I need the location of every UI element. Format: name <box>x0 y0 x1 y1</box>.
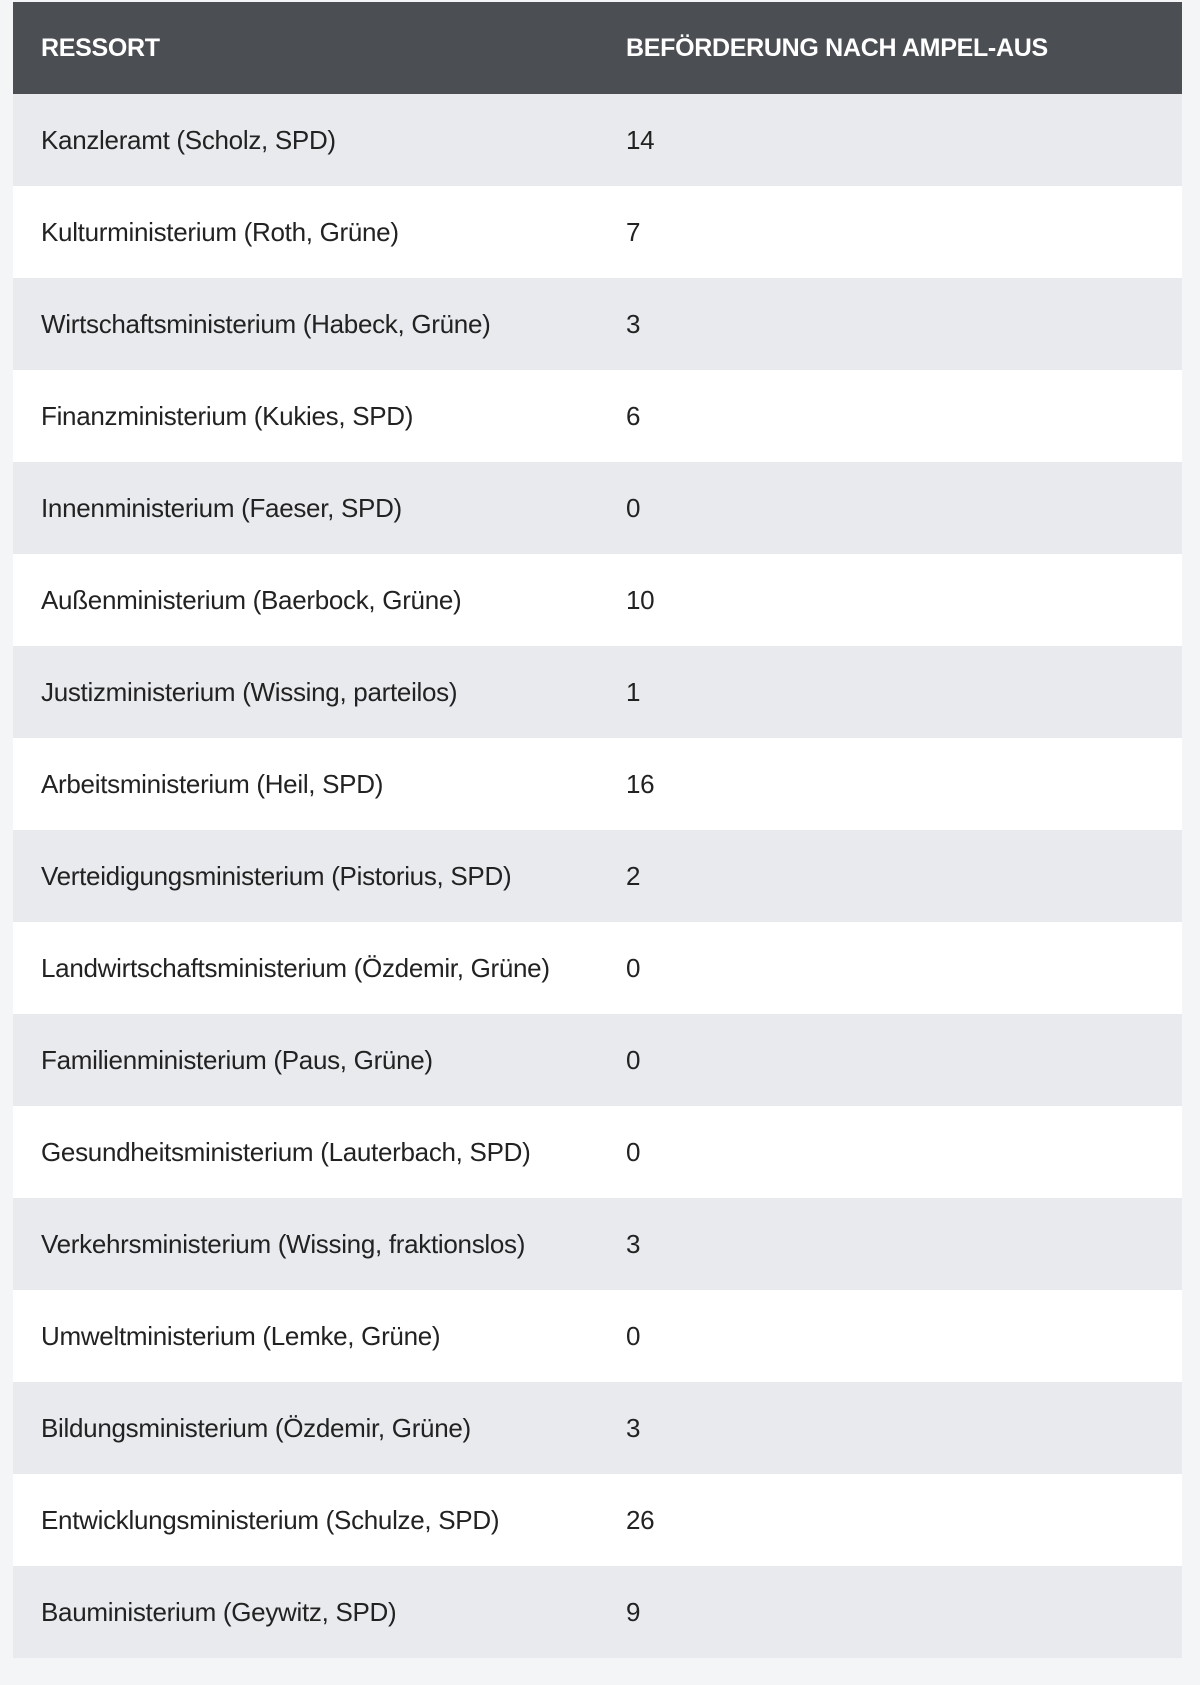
count-cell: 3 <box>626 308 641 339</box>
count-cell: 1 <box>626 676 641 707</box>
promotions-table-container <box>13 2 1182 1658</box>
table-header <box>13 2 1182 94</box>
table-row <box>13 922 1182 1014</box>
ressort-cell: Justizministerium (Wissing, parteilos) <box>41 676 458 707</box>
ressort-cell: Arbeitsministerium (Heil, SPD) <box>41 768 384 799</box>
table-row <box>13 462 1182 554</box>
ressort-cell: Finanzministerium (Kukies, SPD) <box>41 400 414 431</box>
count-cell: 10 <box>626 584 655 615</box>
table-row <box>13 1106 1182 1198</box>
table-row <box>13 1382 1182 1474</box>
ressort-cell: Innenministerium (Faeser, SPD) <box>41 492 402 523</box>
count-cell: 6 <box>626 400 641 431</box>
table-body <box>13 94 1182 1658</box>
count-cell: 2 <box>626 860 641 891</box>
ressort-cell: Bildungsministerium (Özdemir, Grüne) <box>41 1412 471 1443</box>
count-cell: 16 <box>626 768 655 799</box>
count-cell: 0 <box>626 952 641 983</box>
table-row <box>13 1198 1182 1290</box>
table-row <box>13 1290 1182 1382</box>
header-row <box>13 2 1182 94</box>
promotions-table <box>13 2 1182 1658</box>
ressort-cell: Verteidigungsministerium (Pistorius, SPD) <box>41 860 512 891</box>
header-befoerderung: BEFÖRDERUNG NACH AMPEL-AUS <box>626 33 1048 62</box>
ressort-cell: Gesundheitsministerium (Lauterbach, SPD) <box>41 1136 531 1167</box>
table-row <box>13 370 1182 462</box>
table-row <box>13 1566 1182 1658</box>
count-cell: 0 <box>626 1320 641 1351</box>
table-row <box>13 554 1182 646</box>
count-cell: 9 <box>626 1596 641 1627</box>
ressort-cell: Kulturministerium (Roth, Grüne) <box>41 216 399 247</box>
table-row <box>13 1474 1182 1566</box>
table-row <box>13 94 1182 186</box>
table-row <box>13 1014 1182 1106</box>
ressort-cell: Landwirtschaftsministerium (Özdemir, Grüne) <box>41 952 550 983</box>
ressort-cell: Kanzleramt (Scholz, SPD) <box>41 124 336 155</box>
count-cell: 0 <box>626 1136 641 1167</box>
table-row <box>13 646 1182 738</box>
ressort-cell: Verkehrsministerium (Wissing, fraktionslos) <box>41 1228 526 1259</box>
count-cell: 3 <box>626 1228 641 1259</box>
ressort-cell: Entwicklungsministerium (Schulze, SPD) <box>41 1504 500 1535</box>
count-cell: 26 <box>626 1504 655 1535</box>
table-row <box>13 738 1182 830</box>
count-cell: 7 <box>626 216 641 247</box>
ressort-cell: Außenministerium (Baerbock, Grüne) <box>41 584 462 615</box>
table-row <box>13 186 1182 278</box>
table-row <box>13 830 1182 922</box>
ressort-cell: Bauministerium (Geywitz, SPD) <box>41 1596 397 1627</box>
count-cell: 3 <box>626 1412 641 1443</box>
count-cell: 0 <box>626 1044 641 1075</box>
count-cell: 0 <box>626 492 641 523</box>
table-row <box>13 278 1182 370</box>
ressort-cell: Wirtschaftsministerium (Habeck, Grüne) <box>41 308 491 339</box>
count-cell: 14 <box>626 124 655 155</box>
ressort-cell: Familienministerium (Paus, Grüne) <box>41 1044 433 1075</box>
ressort-cell: Umweltministerium (Lemke, Grüne) <box>41 1320 441 1351</box>
header-ressort: RESSORT <box>41 33 160 62</box>
